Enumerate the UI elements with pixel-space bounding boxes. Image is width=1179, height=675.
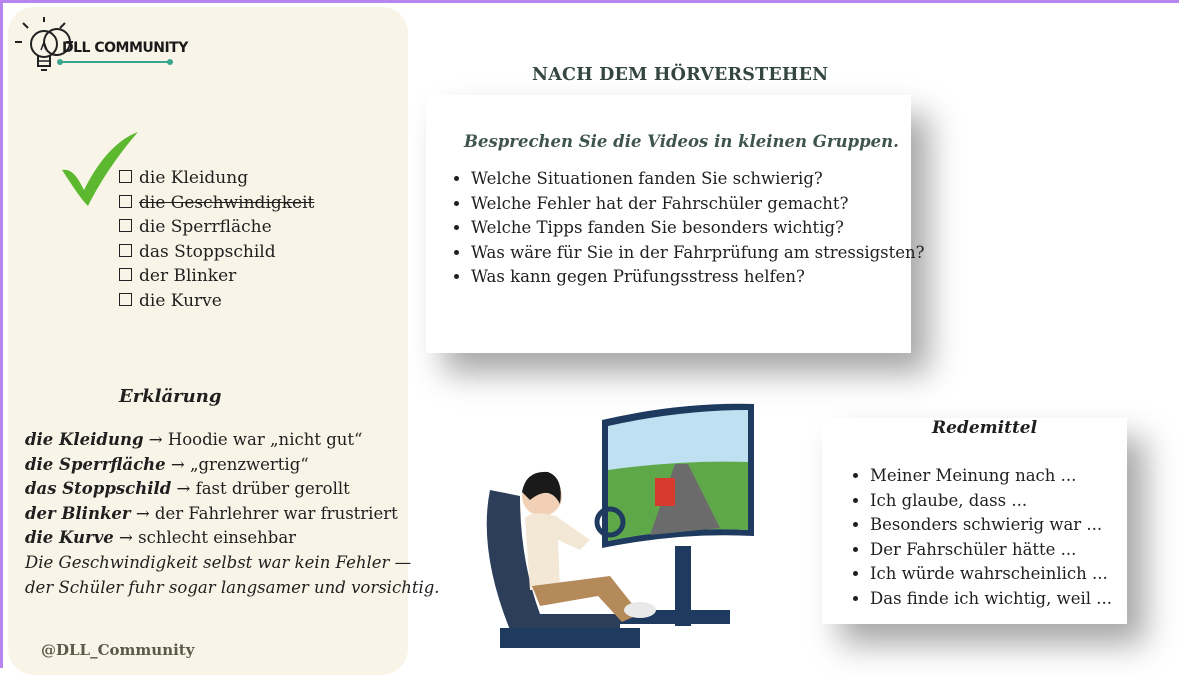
checkbox-icon[interactable] (119, 170, 132, 183)
discussion-subtitle: Besprechen Sie die Videos in kleinen Gruppen. (464, 132, 899, 151)
checklist-item[interactable]: die Sperrfläche (119, 215, 314, 240)
checklist-item[interactable]: die Kurve (119, 289, 314, 314)
checkbox-icon[interactable] (119, 219, 132, 232)
explanation-row: die Kleidung → Hoodie war „nicht gut“ (25, 430, 363, 449)
checklist-item[interactable]: das Stoppschild (119, 240, 314, 265)
list-item: • Ich würde wahrscheinlich ... (870, 562, 1112, 587)
checklist (119, 166, 314, 314)
checklist-item[interactable]: die Geschwindigkeit (119, 191, 314, 216)
explanation-note: der Schüler fuhr sogar langsamer und vorsichtig. (25, 577, 440, 597)
checkbox-icon[interactable] (119, 244, 132, 257)
explanation-row: die Sperrfläche → „grenzwertig“ (25, 454, 309, 474)
explanation-block (25, 428, 440, 600)
checkbox-icon[interactable] (119, 293, 132, 306)
list-item: • Das finde ich wichtig, weil ... (870, 587, 1112, 612)
explanation-title: Erklärung (119, 386, 222, 407)
list-item: • Ich glaube, dass ... (870, 489, 1112, 514)
question-list (449, 167, 925, 290)
list-item: • Besonders schwierig war ... (870, 513, 1112, 538)
checklist-item[interactable]: die Kleidung (119, 166, 314, 191)
explanation-note: Die Geschwindigkeit selbst war kein Fehler — (25, 552, 412, 572)
phrases-card (822, 418, 1127, 624)
logo-text: DLL COMMUNITY (62, 40, 188, 56)
list-item: • Was kann gegen Prüfungsstress helfen? (471, 265, 925, 290)
discussion-card (426, 95, 925, 353)
list-item: • Was wäre für Sie in der Fahrprüfung am stressigsten? (471, 241, 925, 266)
page-title: NACH DEM HÖRVERSTEHEN (532, 65, 829, 85)
checkbox-icon[interactable] (119, 268, 132, 281)
list-item: • Welche Tipps fanden Sie besonders wichtig? (471, 216, 925, 241)
racing-simulator-illustration (470, 400, 760, 650)
explanation-row: die Kurve → schlecht einsehbar (25, 528, 297, 548)
checklist-item[interactable]: der Blinker (119, 264, 314, 289)
list-item: • Welche Fehler hat der Fahrschüler gemacht? (471, 192, 925, 217)
list-item: • Welche Situationen fanden Sie schwierig? (471, 167, 925, 192)
phrases-title: Redemittel (932, 418, 1038, 438)
phrase-list (848, 464, 1112, 612)
explanation-row: das Stoppschild → fast drüber gerollt (25, 479, 350, 499)
footer-handle: @DLL_Community (41, 641, 195, 659)
checkbox-icon[interactable] (119, 195, 132, 208)
list-item: • Meiner Meinung nach ... (870, 464, 1112, 489)
explanation-row: der Blinker → der Fahrlehrer war frustriert (25, 503, 398, 523)
list-item: • Der Fahrschüler hätte ... (870, 538, 1112, 563)
